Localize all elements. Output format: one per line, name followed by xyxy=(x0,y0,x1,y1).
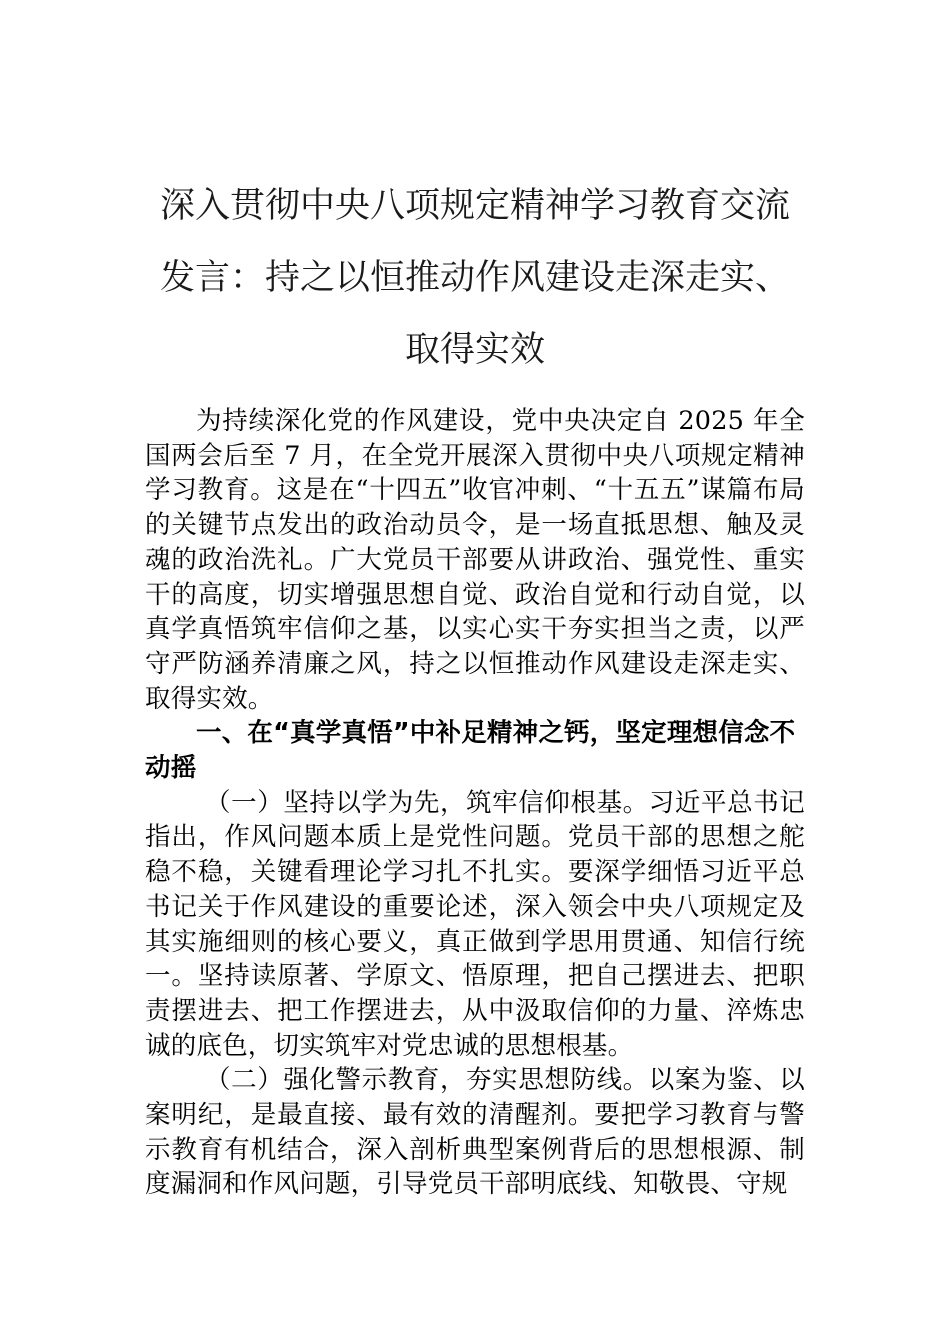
subsection-paragraph-2: （二）强化警示教育，夯实思想防线。以案为鉴、以案明纪，是最直接、最有效的清醒剂。要把学习教育与警示教育有机结合，深入剖析典型案例背后的思想根源、制度漏洞和作风问题，引导党员干部明底线、知敬畏、守规 xyxy=(145,1065,805,1200)
intro-paragraph: 为持续深化党的作风建设，党中央决定自 2025 年全国两会后至 7 月，在全党开展深入贯彻中央八项规定精神学习教育。这是在“十四五”收官冲刺、“十五五”谋篇布局的关键节点发出的政治动员令，是一场直抵思想、触及灵魂的政治洗礼。广大党员干部要从讲政治、强党性、重实干的高度，切实增强思想自觉、政治自觉和行动自觉，以真学真悟筑牢信仰之基，以实心实干夯实担当之责，以严守严防涵养清廉之风，持之以恒推动作风建设走深走实、取得实效。 xyxy=(145,406,805,714)
document-title xyxy=(145,170,805,386)
subsection-paragraph-1: （一）坚持以学为先，筑牢信仰根基。习近平总书记指出，作风问题本质上是党性问题。党员干部的思想之舵稳不稳，关键看理论学习扎不扎实。要深学细悟习近平总书记关于作风建设的重要论述，深入领会中央八项规定及其实施细则的核心要义，真正做到学思用贯通、知信行统一。坚持读原著、学原文、悟原理，把自己摆进去、把职责摆进去、把工作摆进去，从中汲取信仰的力量、淬炼忠诚的底色，切实筑牢对党忠诚的思想根基。 xyxy=(145,787,805,1061)
title-line-1: 深入贯彻中央八项规定精神学习教育交流 xyxy=(159,186,790,226)
title-line-3: 取得实效 xyxy=(404,330,545,370)
document-body xyxy=(145,404,805,1202)
title-line-2: 发言：持之以恒推动作风建设走深走实、 xyxy=(159,258,790,298)
section-heading-1: 一、在“真学真悟”中补足精神之钙，坚定理想信念不动摇 xyxy=(145,718,796,784)
